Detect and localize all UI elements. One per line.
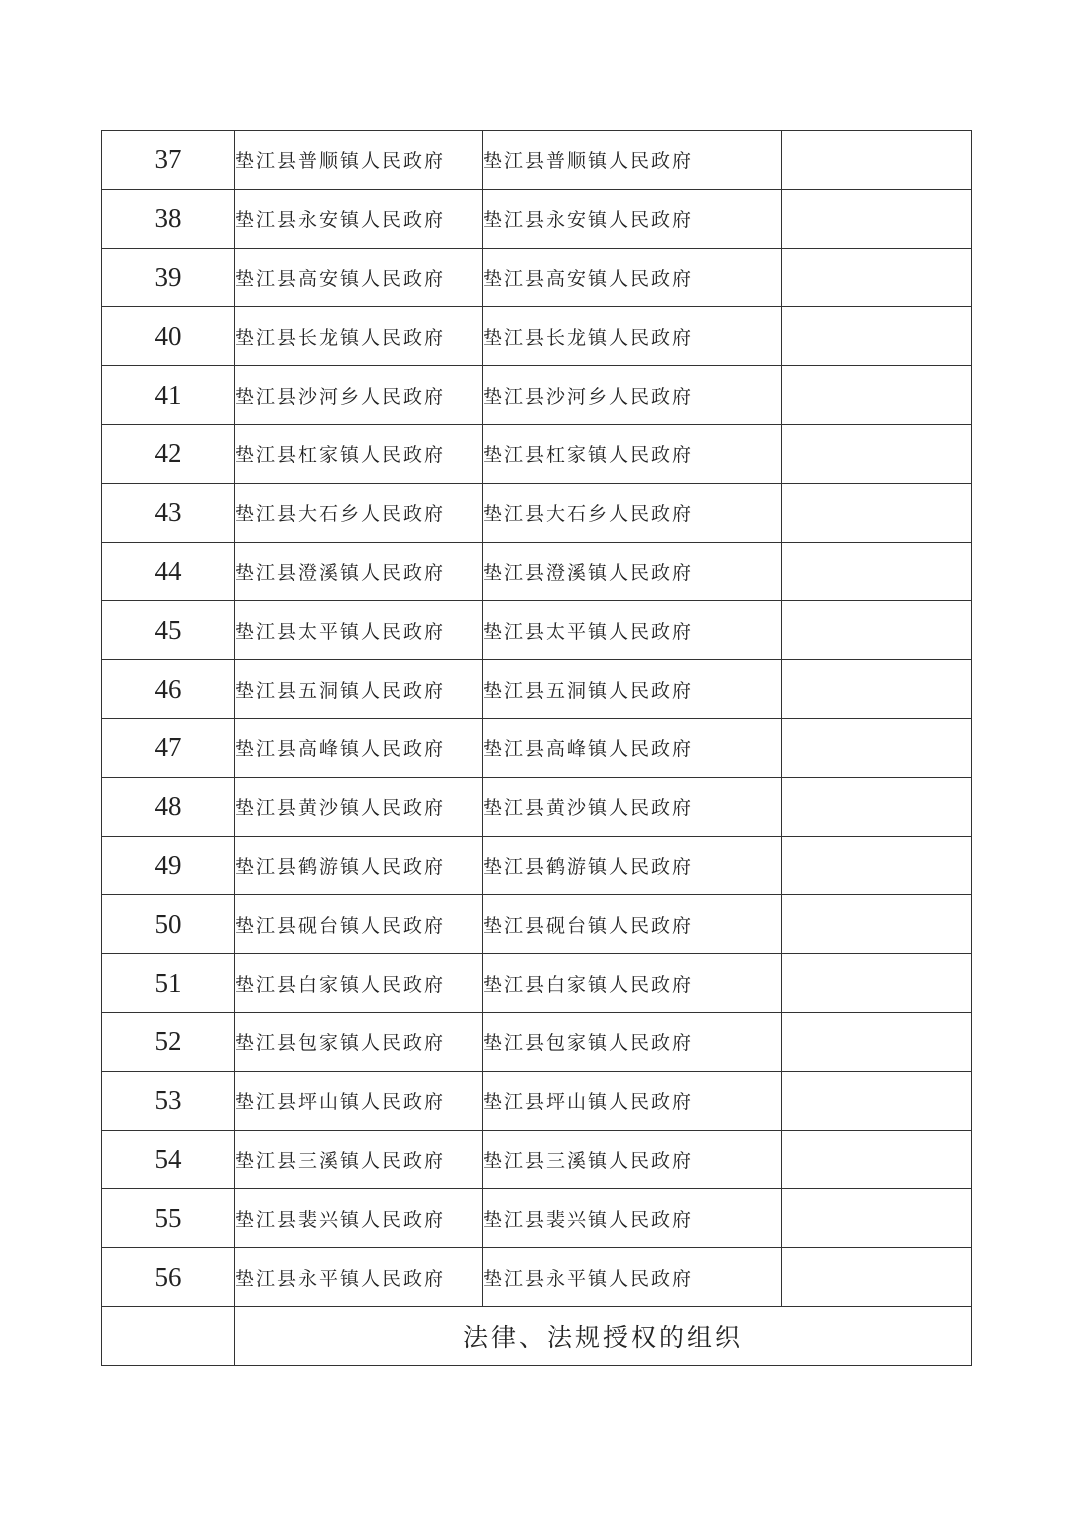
org-subject-cell: 垫江县沙河乡人民政府: [483, 366, 782, 425]
note-cell: [782, 542, 972, 601]
note-cell: [782, 1012, 972, 1071]
row-number: 42: [102, 424, 235, 483]
table-row: [102, 1248, 972, 1307]
table-row: [102, 307, 972, 366]
row-number: 56: [102, 1248, 235, 1307]
table-row: [102, 1071, 972, 1130]
row-number: 47: [102, 718, 235, 777]
table-row: [102, 1130, 972, 1189]
note-cell: [782, 366, 972, 425]
org-name-cell: 垫江县沙河乡人民政府: [235, 366, 483, 425]
note-cell: [782, 424, 972, 483]
row-number: 52: [102, 1012, 235, 1071]
table-row: [102, 601, 972, 660]
table-row: [102, 424, 972, 483]
org-name-cell: 垫江县普顺镇人民政府: [235, 131, 483, 190]
org-name-cell: 垫江县太平镇人民政府: [235, 601, 483, 660]
section-header-row: [102, 1306, 972, 1365]
row-number: 50: [102, 895, 235, 954]
section-title: 法律、法规授权的组织: [235, 1306, 972, 1365]
org-name-cell: 垫江县鹤游镇人民政府: [235, 836, 483, 895]
table-row: [102, 777, 972, 836]
row-number: 38: [102, 189, 235, 248]
org-subject-cell: 垫江县永安镇人民政府: [483, 189, 782, 248]
row-number: 40: [102, 307, 235, 366]
note-cell: [782, 1130, 972, 1189]
org-subject-cell: 垫江县三溪镇人民政府: [483, 1130, 782, 1189]
table-row: [102, 895, 972, 954]
table-row: [102, 660, 972, 719]
org-name-cell: 垫江县坪山镇人民政府: [235, 1071, 483, 1130]
organization-table: [101, 130, 972, 1366]
org-name-cell: 垫江县澄溪镇人民政府: [235, 542, 483, 601]
org-subject-cell: 垫江县包家镇人民政府: [483, 1012, 782, 1071]
table-row: [102, 1189, 972, 1248]
row-number: 49: [102, 836, 235, 895]
org-name-cell: 垫江县裴兴镇人民政府: [235, 1189, 483, 1248]
note-cell: [782, 189, 972, 248]
org-subject-cell: 垫江县高峰镇人民政府: [483, 718, 782, 777]
table-row: [102, 189, 972, 248]
note-cell: [782, 1189, 972, 1248]
note-cell: [782, 483, 972, 542]
table-row: [102, 954, 972, 1013]
table-row: [102, 1012, 972, 1071]
row-number: 41: [102, 366, 235, 425]
org-subject-cell: 垫江县太平镇人民政府: [483, 601, 782, 660]
org-name-cell: 垫江县杠家镇人民政府: [235, 424, 483, 483]
note-cell: [782, 777, 972, 836]
org-name-cell: 垫江县永平镇人民政府: [235, 1248, 483, 1307]
note-cell: [782, 718, 972, 777]
org-subject-cell: 垫江县永平镇人民政府: [483, 1248, 782, 1307]
note-cell: [782, 836, 972, 895]
row-number: 43: [102, 483, 235, 542]
table-row: [102, 131, 972, 190]
org-name-cell: 垫江县黄沙镇人民政府: [235, 777, 483, 836]
note-cell: [782, 131, 972, 190]
note-cell: [782, 1248, 972, 1307]
org-name-cell: 垫江县高安镇人民政府: [235, 248, 483, 307]
row-number: 46: [102, 660, 235, 719]
section-number-cell: [102, 1306, 235, 1365]
note-cell: [782, 307, 972, 366]
org-subject-cell: 垫江县大石乡人民政府: [483, 483, 782, 542]
org-subject-cell: 垫江县鹤游镇人民政府: [483, 836, 782, 895]
org-subject-cell: 垫江县杠家镇人民政府: [483, 424, 782, 483]
org-subject-cell: 垫江县普顺镇人民政府: [483, 131, 782, 190]
row-number: 44: [102, 542, 235, 601]
org-subject-cell: 垫江县澄溪镇人民政府: [483, 542, 782, 601]
table-row: [102, 366, 972, 425]
note-cell: [782, 660, 972, 719]
note-cell: [782, 895, 972, 954]
org-subject-cell: 垫江县长龙镇人民政府: [483, 307, 782, 366]
org-name-cell: 垫江县高峰镇人民政府: [235, 718, 483, 777]
note-cell: [782, 954, 972, 1013]
table-row: [102, 248, 972, 307]
org-subject-cell: 垫江县高安镇人民政府: [483, 248, 782, 307]
org-subject-cell: 垫江县黄沙镇人民政府: [483, 777, 782, 836]
row-number: 37: [102, 131, 235, 190]
note-cell: [782, 248, 972, 307]
org-subject-cell: 垫江县坪山镇人民政府: [483, 1071, 782, 1130]
org-name-cell: 垫江县砚台镇人民政府: [235, 895, 483, 954]
row-number: 54: [102, 1130, 235, 1189]
row-number: 39: [102, 248, 235, 307]
row-number: 45: [102, 601, 235, 660]
table-row: [102, 836, 972, 895]
org-name-cell: 垫江县长龙镇人民政府: [235, 307, 483, 366]
organization-table-body: [102, 131, 972, 1366]
org-name-cell: 垫江县三溪镇人民政府: [235, 1130, 483, 1189]
org-name-cell: 垫江县永安镇人民政府: [235, 189, 483, 248]
org-subject-cell: 垫江县砚台镇人民政府: [483, 895, 782, 954]
table-row: [102, 718, 972, 777]
row-number: 53: [102, 1071, 235, 1130]
note-cell: [782, 601, 972, 660]
org-name-cell: 垫江县大石乡人民政府: [235, 483, 483, 542]
org-subject-cell: 垫江县白家镇人民政府: [483, 954, 782, 1013]
row-number: 55: [102, 1189, 235, 1248]
org-name-cell: 垫江县包家镇人民政府: [235, 1012, 483, 1071]
row-number: 48: [102, 777, 235, 836]
note-cell: [782, 1071, 972, 1130]
org-name-cell: 垫江县白家镇人民政府: [235, 954, 483, 1013]
org-subject-cell: 垫江县裴兴镇人民政府: [483, 1189, 782, 1248]
table-row: [102, 542, 972, 601]
org-name-cell: 垫江县五洞镇人民政府: [235, 660, 483, 719]
table-row: [102, 483, 972, 542]
row-number: 51: [102, 954, 235, 1013]
org-subject-cell: 垫江县五洞镇人民政府: [483, 660, 782, 719]
